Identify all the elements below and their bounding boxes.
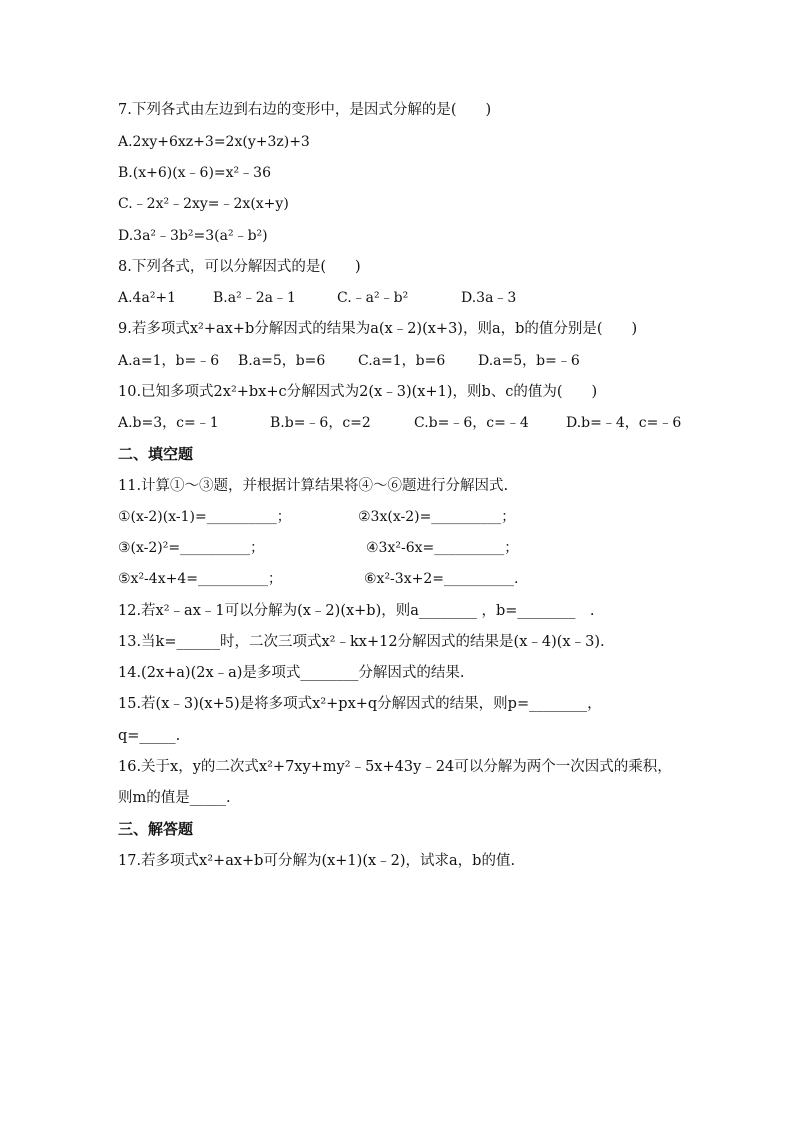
question-8-stem: 8.下列各式，可以分解因式的是( ): [118, 259, 361, 275]
question-11-part-3: ③(x-2)²=__________；: [118, 540, 265, 556]
question-11-part-2: ②3x(x-2)=__________；: [358, 509, 516, 525]
question-11-row-3: [118, 569, 518, 589]
question-10-stem: 10.已知多项式2x²+bx+c分解因式为2(x﹣3)(x+1)，则b、c的值为( ): [118, 384, 598, 400]
question-13: 13.当k=______时，二次三项式x²﹣kx+12分解因式的结果是(x﹣4)(x﹣3).: [118, 634, 605, 650]
question-10-option-c: C.b=﹣6，c=﹣4: [414, 415, 529, 431]
question-9-option-a: A.a=1，b=﹣6: [118, 353, 220, 369]
question-8-option-d: D.3a﹣3: [461, 290, 517, 306]
question-15-line-1: 15.若(x﹣3)(x+5)是将多项式x²+px+q分解因式的结果，则p=________，: [118, 696, 602, 712]
question-10-options: [118, 413, 681, 433]
question-11-row-2: [118, 538, 518, 558]
question-15-line-2: q=_____.: [118, 728, 181, 744]
question-11-stem: 11.计算①～③题，并根据计算结果将④～⑥题进行分解因式.: [118, 478, 509, 494]
question-10-option-b: B.b=﹣6，c=2: [270, 415, 371, 431]
question-16-line-1: 16.关于x，y的二次式x²+7xy+my²﹣5x+43y﹣24可以分解为两个一次因式的乘积，: [118, 759, 672, 775]
question-8-option-c: C.﹣a²﹣b²: [337, 290, 409, 306]
question-17: 17.若多项式x²+ax+b可分解为(x+1)(x﹣2)，试求a，b的值.: [118, 853, 516, 869]
question-11-row-1: [118, 507, 515, 527]
question-9-option-b: B.a=5，b=6: [238, 353, 326, 369]
question-8-option-b: B.a²﹣2a﹣1: [213, 290, 296, 306]
question-16-line-2: 则m的值是_____.: [118, 790, 231, 806]
question-7-option-d: D.3a²﹣3b²=3(a²﹣b²): [118, 228, 268, 244]
question-10-option-a: A.b=3，c=﹣1: [118, 415, 219, 431]
question-11-part-1: ①(x-2)(x-1)=__________；: [118, 509, 291, 525]
question-14: 14.(2x+a)(2x﹣a)是多项式________分解因式的结果.: [118, 665, 465, 681]
question-9-option-d: D.a=5，b=﹣6: [478, 353, 580, 369]
question-9-stem: 9.若多项式x²+ax+b分解因式的结果为a(x﹣2)(x+3)，则a，b的值分别是( ): [118, 321, 638, 337]
question-11-part-5: ⑤x²-4x+4=__________；: [118, 571, 282, 587]
question-9-option-c: C.a=1，b=6: [358, 353, 446, 369]
question-7-option-b: B.(x+6)(x﹣6)=x²﹣36: [118, 165, 271, 181]
section-heading-fill-in: 二、填空题: [118, 445, 194, 463]
question-7-stem: 7.下列各式由左边到右边的变形中，是因式分解的是( ): [118, 102, 492, 118]
question-12: 12.若x²﹣ax﹣1可以分解为(x﹣2)(x+b)，则a________ ，b=________ .: [118, 603, 595, 619]
question-10-option-d: D.b=﹣4，c=﹣6: [566, 415, 682, 431]
question-7-option-c: C.﹣2x²﹣2xy=﹣2x(x+y): [118, 196, 289, 212]
question-9-options: [118, 351, 580, 371]
question-8-option-a: A.4a²+1: [118, 290, 177, 306]
question-8-options: [118, 288, 516, 308]
question-11-part-4: ④3x²-6x=__________；: [366, 540, 519, 556]
question-7-option-a: A.2xy+6xz+3=2x(y+3z)+3: [118, 134, 310, 150]
section-heading-answer: 三、解答题: [118, 820, 194, 838]
question-11-part-6: ⑥x²-3x+2=__________.: [364, 571, 519, 587]
